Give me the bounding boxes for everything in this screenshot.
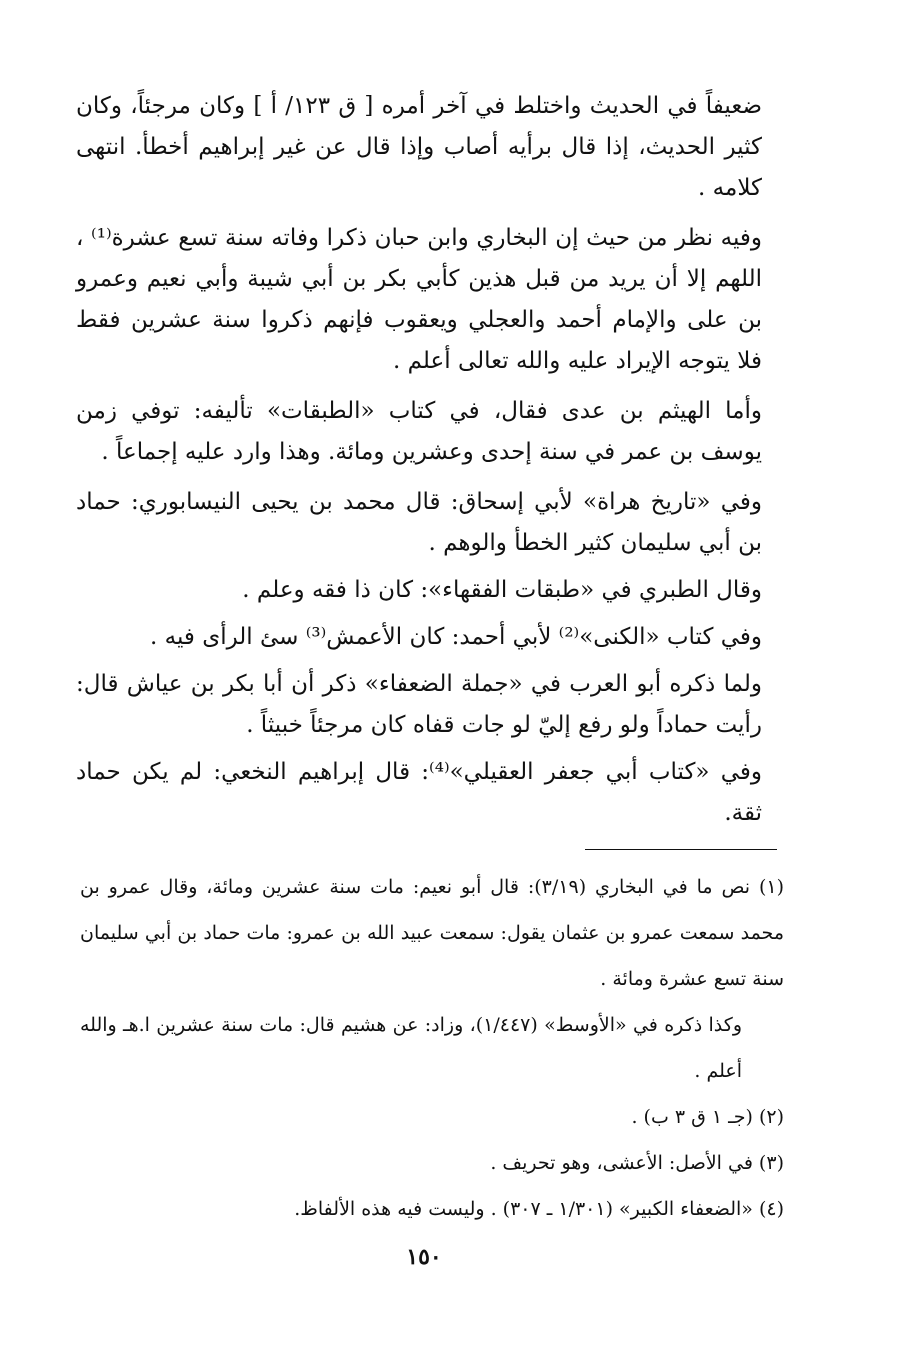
page-number: ١٥٠ xyxy=(406,1244,442,1270)
footnotes xyxy=(80,864,784,1232)
footnote-4: (٤) «الضعفاء الكبير» (١/٣٠١ ـ ٣٠٧) . وليست فيه هذه الألفاظ. xyxy=(294,1198,784,1220)
paragraph-haytham: وأما الهيثم بن عدى فقال، في كتاب «الطبقات» تأليفه: توفي زمن يوسف بن عمر في سنة إحدى وعشرين ومائة. وهذا وارد عليه إجماعاً . xyxy=(76,398,762,465)
paragraph-herat-history: وفي «تاريخ هراة» لأبي إسحاق: قال محمد بن يحيى النيسابوري: حماد بن أبي سليمان كثير الخطأ والوهم . xyxy=(76,489,763,556)
paragraph-continuation: ضعيفاً في الحديث واختلط في آخر أمره [ ق ١٢٣/ أ ] وكان مرجئاً، وكان كثير الحديث، إذا قال برأيه أصاب وإذا قال عن غير إبراهيم أخطأ. انتهى كلامه . xyxy=(76,93,762,201)
footnote-separator xyxy=(585,849,777,850)
paragraph-tabari: وقال الطبري في «طبقات الفقهاء»: كان ذا فقه وعلم . xyxy=(242,577,762,603)
footnote-1: (١) نص ما في البخاري (٣/١٩): قال أبو نعيم: مات سنة عشرين ومائة، وقال عمرو بن محمد سمعت عمرو بن عثمان يقول: سمعت عبيد الله بن عمرو: مات حماد بن أبي سليمان سنة تسع عشرة ومائة . xyxy=(80,876,784,990)
paragraph-uqayli: وفي «كتاب أبي جعفر العقيلي»⁽⁴⁾: قال إبراهيم النخعي: لم يكن حماد ثقة. xyxy=(76,759,762,826)
main-text xyxy=(76,86,762,840)
paragraph-death-year-note: وفيه نظر من حيث إن البخاري وابن حبان ذكرا وفاته سنة تسع عشرة⁽¹⁾ ، اللهم إلا أن يريد من قبل هذين كأبي بكر بن أبي شيبة وأبي نعيم وعمرو بن على والإمام أحمد والعجلي ويعقوب فإنهم ذكروا سنة عشرين فقط فلا يتوجه الإيراد عليه والله تعالى أعلم . xyxy=(76,225,762,374)
footnote-1-continuation: وكذا ذكره في «الأوسط» (١/٤٤٧)، وزاد: عن هشيم قال: مات سنة عشرين ا.هـ والله أعلم . xyxy=(80,1014,742,1082)
footnote-3: (٣) في الأصل: الأعشى، وهو تحريف . xyxy=(490,1152,784,1174)
paragraph-abu-al-arab: ولما ذكره أبو العرب في «جملة الضعفاء» ذكر أن أبا بكر بن عياش قال: رأيت حماداً ولو رفع إليّ لو جات قفاه كان مرجئاً خبيثاً . xyxy=(76,671,762,738)
footnote-2: (٢) (جـ ١ ق ٣ ب) . xyxy=(631,1106,784,1128)
paragraph-kuna: وفي كتاب «الكنى»⁽²⁾ لأبي أحمد: كان الأعمش⁽³⁾ سئ الرأى فيه . xyxy=(150,624,762,650)
